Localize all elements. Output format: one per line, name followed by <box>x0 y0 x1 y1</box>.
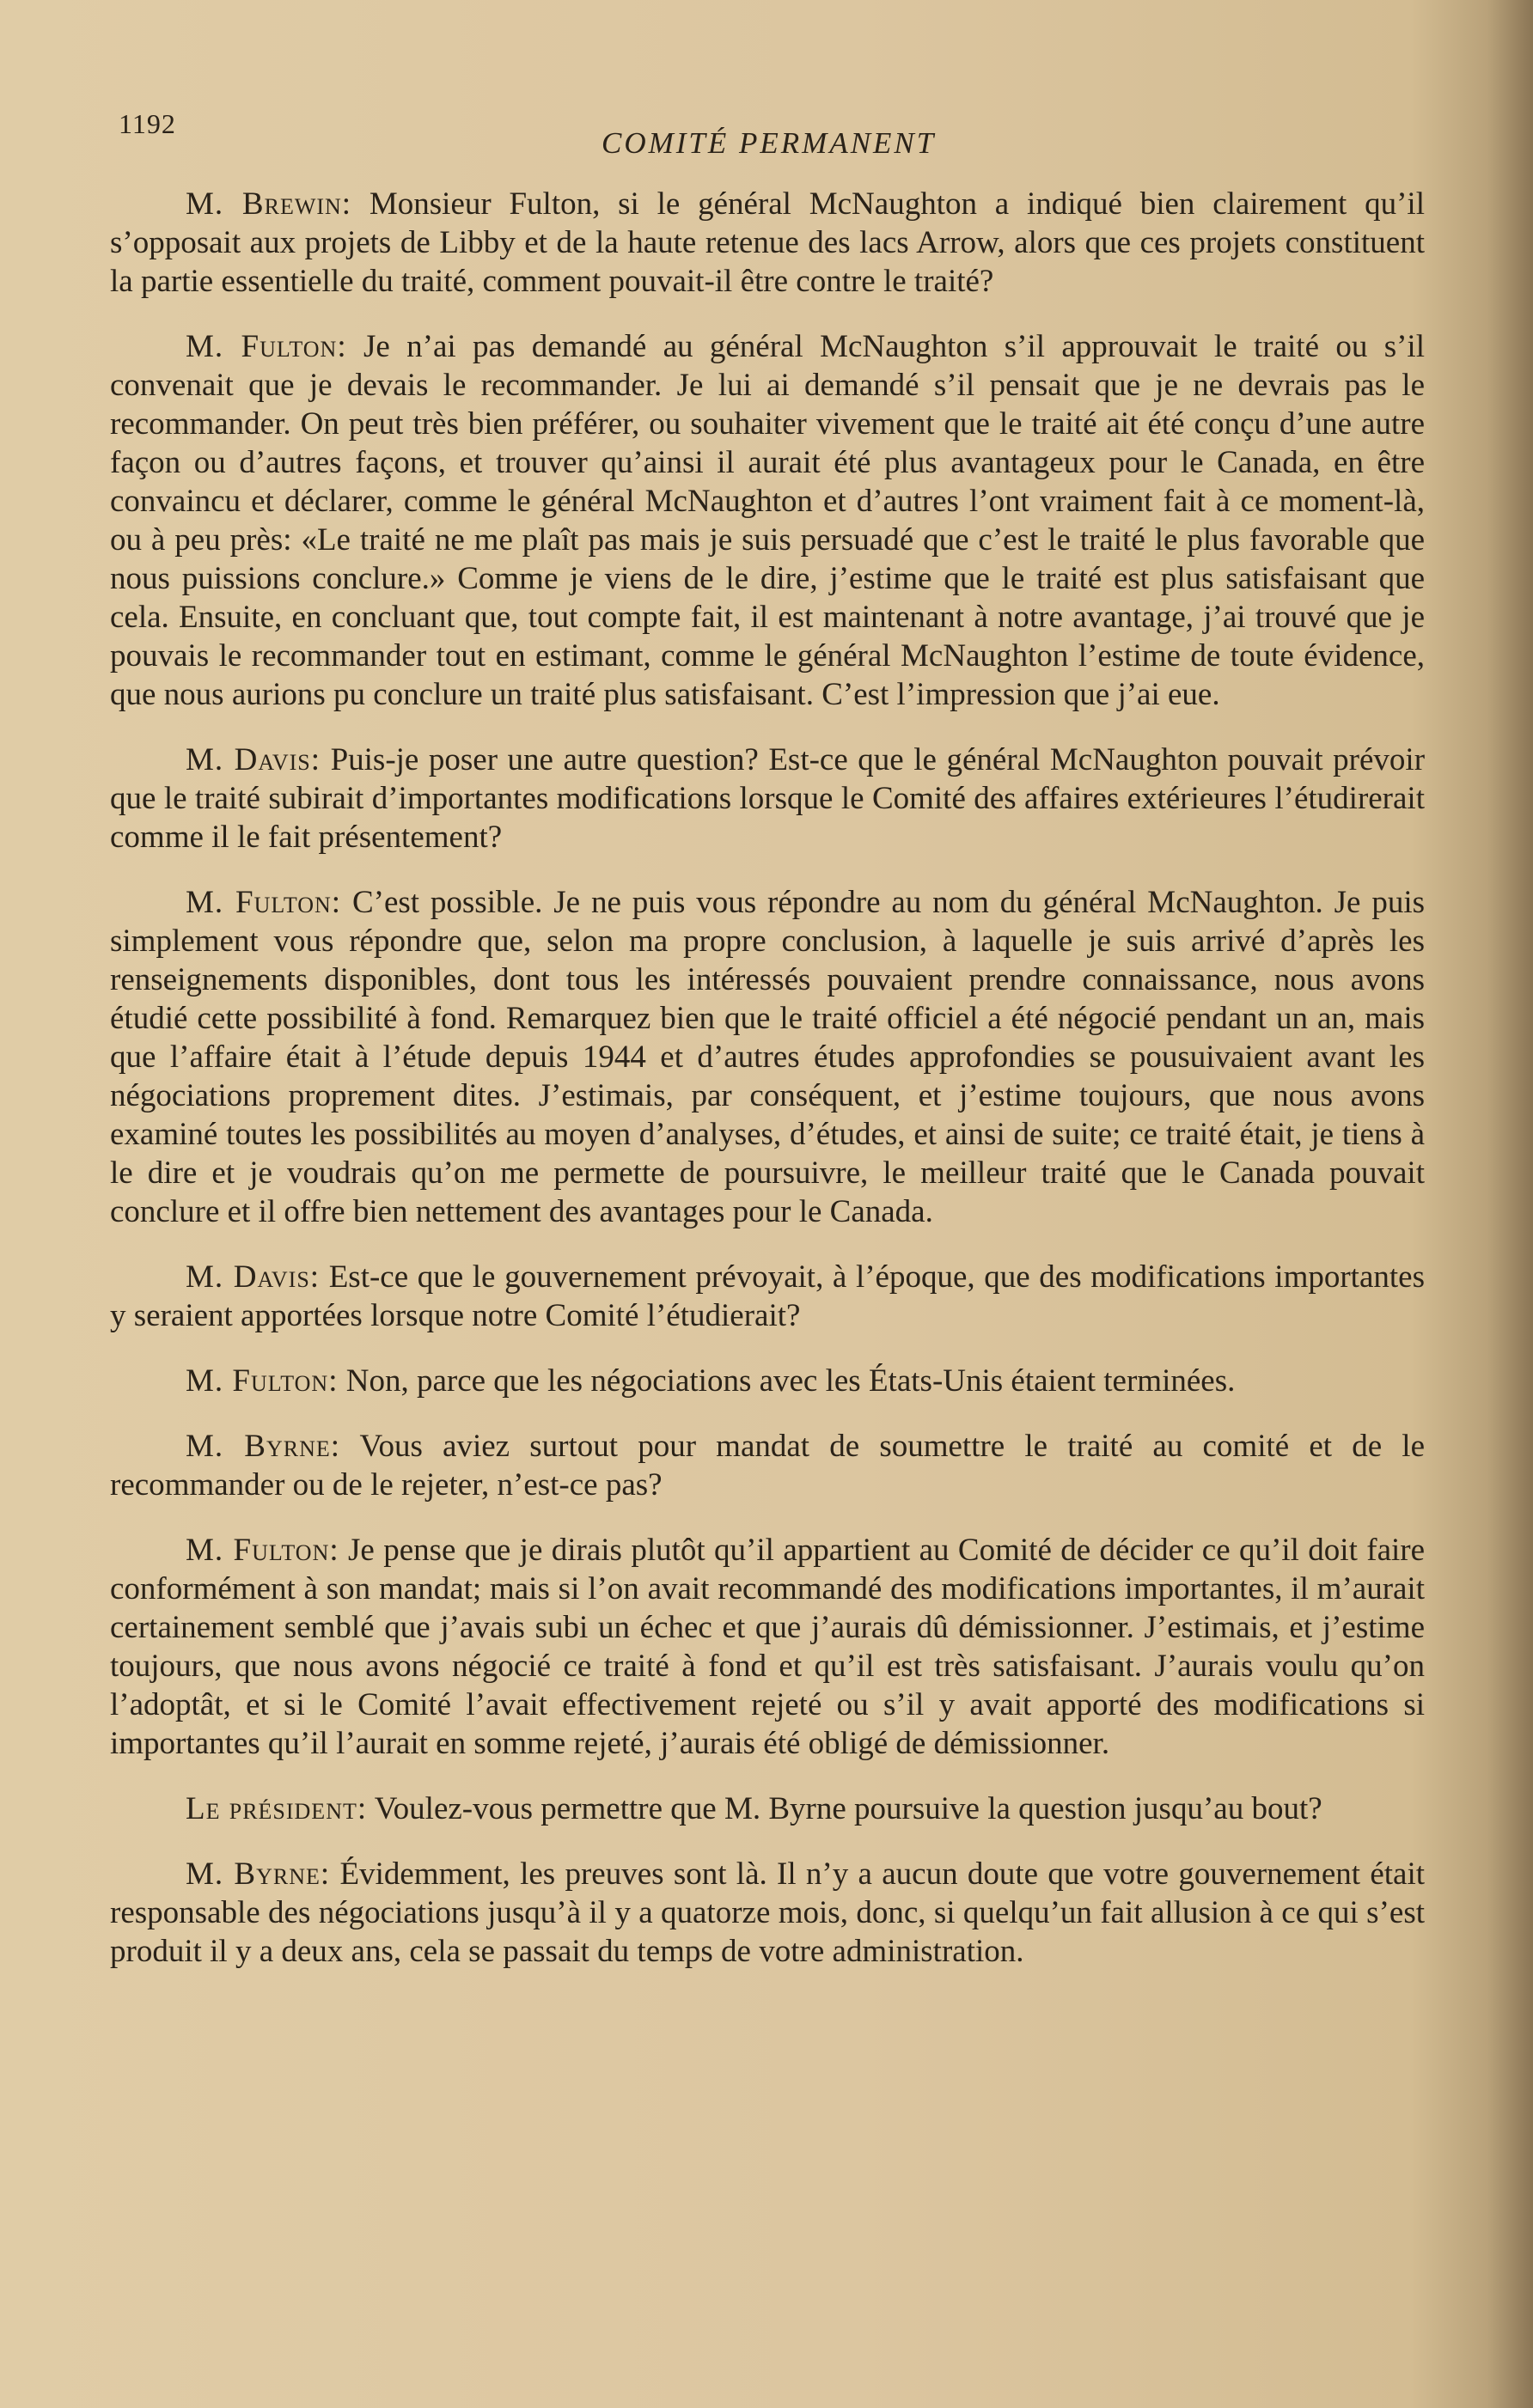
paragraph-text: Puis-je poser une autre question? Est-ce que le général McNaughton pouvait prévoir que le traité subirait d’importantes modifications lorsque le Comité des affaires extérieures l’étudirerait comme il le fait présentement? <box>110 742 1426 855</box>
speaker-label: M. Davis: <box>186 1259 321 1295</box>
paragraph-text: Je pense que je dirais plutôt qu’il appartient au Comité de décider ce qu’il doit faire conformément à son mandat; mais si l’on avait recommandé des modifications importantes, il m’aurait certainement semblé que j’avais subi un échec et que j’aurais dû démissionner. J’estimais, et j’estime toujours, que nous avons négocié ce traité à fond et qu’il est très satisfaisant. J’aurais voulu qu’on l’adoptât, et si le Comité l’avait effectivement rejeté ou s’il y avait apporté des modifications si importantes qu’il l’aurait en somme rejeté, j’aurais été obligé de démissionner. <box>110 1533 1426 1761</box>
paragraph-text: Voulez-vous permettre que M. Byrne poursuive la question jusqu’au bout? <box>374 1791 1322 1826</box>
speaker-label: M. Davis: <box>186 742 321 777</box>
paragraph <box>110 1362 1425 1400</box>
paragraph <box>110 1789 1425 1828</box>
speaker-label: M. Brewin: <box>186 186 352 222</box>
paragraph-text: Je n’ai pas demandé au général McNaughton s’il approuvait le traité ou s’il convenait que je devais le recommander. Je lui ai demandé s’il pensait que je ne devrais pas le recommander. On peut très bien préférer, ou souhaiter vivement que le traité ait été conçu d’une autre façon ou d’autres façons, et trouver qu’ainsi il aurait été plus avantageux pour le Canada, en être convaincu et déclarer, comme le général McNaughton et d’autres l’ont vraiment fait à ce moment-là, ou à peu près: «Le traité ne me plaît pas mais je suis persuadé que c’est le traité le plus favorable que nous puissions conclure.» Comme je viens de le dire, j’estime que le traité est plus satisfaisant que cela. Ensuite, en concluant que, tout compte fait, il est maintenant à notre avantage, j’ai trouvé que je pouvais le recommander tout en estimant, comme le général McNaughton l’estime de toute évidence, que nous aurions pu conclure un traité plus satisfaisant. C’est l’impression que j’ai eue. <box>110 329 1425 712</box>
page-number: 1192 <box>119 108 176 139</box>
paragraph-text: Est-ce que le gouvernement prévoyait, à l’époque, que des modifications importantes y seraient apportées lorsque notre Comité l’étudierait? <box>110 1259 1425 1333</box>
transcript-body <box>110 185 1425 1997</box>
speaker-label: M. Fulton: <box>186 329 347 364</box>
paragraph <box>110 1531 1425 1763</box>
paragraph-text: Monsieur Fulton, si le général McNaughton a indiqué bien clairement qu’il s’opposait aux projets de Libby et de la haute retenue des lacs Arrow, alors que ces projets constituent la partie essentielle du traité, comment pouvait-il être contre le traité? <box>110 186 1425 299</box>
running-title: COMITÉ PERMANENT <box>602 126 937 160</box>
paragraph <box>110 1855 1425 1971</box>
paragraph-text: Vous aviez surtout pour mandat de soumettre le traité au comité et de le recommander ou de le rejeter, n’est-ce pas? <box>110 1429 1425 1503</box>
paragraph <box>110 741 1425 857</box>
speaker-label: Le président: <box>186 1791 368 1826</box>
paragraph <box>110 185 1425 301</box>
speaker-label: M. Fulton: <box>186 1533 339 1568</box>
speaker-label: M. Byrne: <box>186 1856 331 1892</box>
speaker-label: M. Fulton: <box>186 885 342 920</box>
paragraph <box>110 1258 1425 1335</box>
paragraph-text: Non, parce que les négociations avec les États-Unis étaient terminées. <box>345 1363 1236 1399</box>
paragraph <box>110 883 1425 1231</box>
paragraph <box>110 327 1425 714</box>
speaker-label: M. Byrne: <box>186 1429 341 1464</box>
paragraph-text: Évidemment, les preuves sont là. Il n’y a aucun doute que votre gouvernement était responsable des négociations jusqu’à il y a quatorze mois, donc, si quelqu’un fait allusion à ce qui s’est produit il y a deux ans, cela se passait du temps de votre administration. <box>110 1856 1426 1969</box>
paragraph-text: C’est possible. Je ne puis vous répondre au nom du général McNaughton. Je puis simplement vous répondre que, selon ma propre conclusion, à laquelle je suis arrivé d’après les renseignements disponibles, dont tous les intéressés pouvaient prendre connaissance, nous avons étudié cette possibilité à fond. Remarquez bien que le traité officiel a été négocié pendant un an, mais que l’affaire était à l’étude depuis 1944 et d’autres études approfondies se pousuivaient avant les négociations proprement dites. J’estimais, par conséquent, et j’estime toujours, que nous avons examiné toutes les possibilités au moyen d’analyses, d’études, et ainsi de suite; ce traité était, je tiens à le dire et je voudrais qu’on me permette de poursuivre, le meilleur traité que le Canada pouvait conclure et il offre bien nettement des avantages pour le Canada. <box>110 885 1425 1229</box>
speaker-label: M. Fulton: <box>186 1363 339 1399</box>
paragraph <box>110 1427 1425 1504</box>
